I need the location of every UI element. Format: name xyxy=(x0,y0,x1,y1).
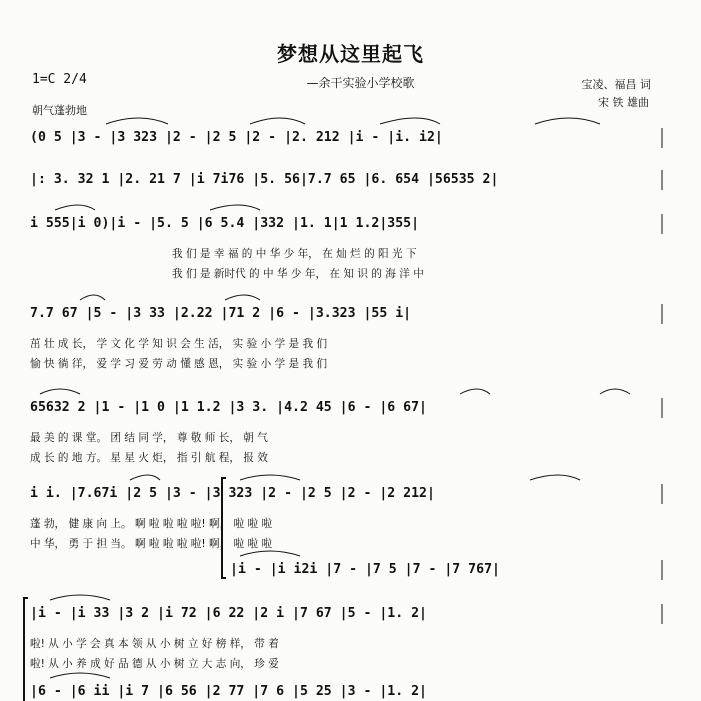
slur xyxy=(106,118,168,124)
song-title: 梦想从这里起飞 xyxy=(277,42,424,66)
slur xyxy=(130,475,160,480)
system-5-melody: 65632 2 |1 - |1 0 |1 1.2 |3 3. |4.2 45 |6 - |6 67| xyxy=(30,400,427,415)
slur xyxy=(40,389,80,394)
slur xyxy=(55,205,95,210)
system-5-lyric-verse-2: 成 长 的 地 方。 星 星 火 炬， 指 引 航 程， 报 效 xyxy=(30,452,268,464)
system-4-lyric-verse-1: 茁 壮 成 长， 学 文 化 学 知 识 会 生 活， 实 验 小 学 是 我 们 xyxy=(30,338,328,350)
system-3-melody: i 555|i 0)|i - |5. 5 |6 5.4 |332 |1. 1|1 1.2|355| xyxy=(30,216,420,231)
system-7-lyric-verse-2: 啦! 从 小 养 成 好 品 德 从 小 树 立 大 志 向， 珍 爱 xyxy=(30,658,279,670)
system-6-melody: i i. |7.67i |2 5 |3 - |3 323 |2 - |2 5 |2 - |2 212| xyxy=(30,486,435,501)
slur xyxy=(600,389,630,394)
composer-credit: 宋 铁 雄曲 xyxy=(598,96,649,109)
system-4-lyric-verse-2: 愉 快 徜 徉， 爱 学 习 爱 劳 动 懂 感 恩， 实 验 小 学 是 我 们 xyxy=(30,358,328,370)
slur xyxy=(80,295,105,300)
system-4-melody: 7.7 67 |5 - |3 33 |2.22 |71 2 |6 - |3.323 |55 i| xyxy=(30,306,412,321)
slur xyxy=(240,475,300,480)
slur xyxy=(240,551,300,556)
system-1-melody: (0 5 |3 - |3 323 |2 - |2 5 |2 - |2. 212 |i - |i. i2| xyxy=(30,130,443,145)
slur xyxy=(530,475,580,480)
system-3-lyric-verse-2: 我 们 是 新时代 的 中 华 少 年， 在 知 识 的 海 洋 中 xyxy=(172,268,424,280)
slur xyxy=(50,673,110,678)
key-signature: 1=C 2/4 xyxy=(32,72,87,87)
system-5-lyric-verse-1: 最 美 的 课 堂。 团 结 同 学， 尊 敬 师 长， 朝 气 xyxy=(30,432,268,444)
slur xyxy=(225,295,260,300)
slur xyxy=(210,205,260,210)
lyricist-credit: 宝凌、福昌 词 xyxy=(581,78,651,91)
slur xyxy=(535,118,600,124)
slur xyxy=(460,389,490,394)
system-3-lyric-verse-1: 我 们 是 幸 福 的 中 华 少 年， 在 灿 烂 的 阳 光 下 xyxy=(172,248,417,260)
slur xyxy=(380,118,440,124)
slur xyxy=(50,595,110,600)
system-6-lyric-verse-2: 中 华， 勇 于 担 当。 啊 啦 啦 啦 啦! 啊， 啦 啦 啦 xyxy=(30,538,273,550)
system-bracket xyxy=(24,598,28,701)
system-7-melody: |i - |i 33 |3 2 |i 72 |6 22 |2 i |7 67 |5 - |1. 2| xyxy=(30,606,427,621)
song-subtitle: —余干实验小学校歌 xyxy=(306,76,415,90)
system-bracket xyxy=(222,478,226,578)
system-6-lyric-verse-1: 蓬 勃， 健 康 向 上。 啊 啦 啦 啦 啦! 啊， 啦 啦 啦 xyxy=(30,518,273,530)
tempo-marking: 朝气蓬勃地 xyxy=(32,104,87,117)
slur xyxy=(250,118,305,124)
system-7-lyric-verse-1: 啦! 从 小 学 会 真 本 领 从 小 树 立 好 榜 样， 带 着 xyxy=(30,638,279,650)
system-7-lower-part: |6 - |6 ii |i 7 |6 56 |2 77 |7 6 |5 25 |3 - |1. 2| xyxy=(30,684,427,699)
system-6-lower-part: |i - |i i2i |7 - |7 5 |7 - |7 767| xyxy=(230,562,500,577)
system-2-melody: |: 3. 32 1 |2. 21 7 |i 7i76 |5. 56|7.7 65 |6. 654 |56535 2| xyxy=(30,172,499,187)
